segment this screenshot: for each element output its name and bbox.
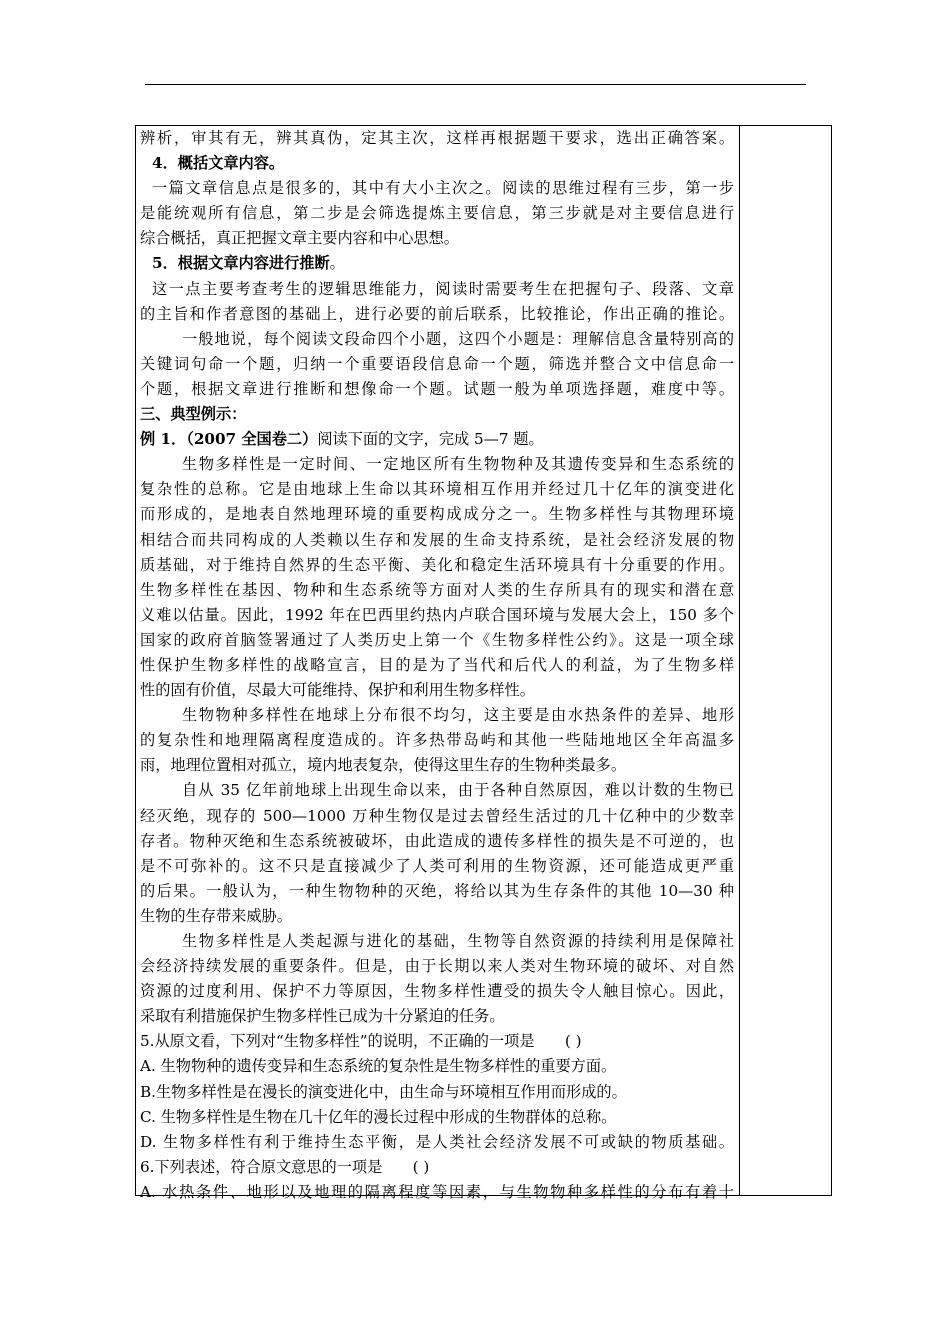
question-option: A. 水热条件、地形以及地理的隔离程度等因素，与生物物种多样性的分布有着十 [140, 1182, 734, 1201]
question-option: B.生物多样性是在漫长的演变进化中，由生命与环境相互作用而形成的。 [140, 1082, 627, 1101]
side-column-divider [739, 126, 740, 1195]
passage-line: 存者。物种灭绝和生态系统被破坏，由此造成的遗传多样性的损失是不可逆的，也 [140, 831, 734, 850]
passage-line: 会经济持续发展的重要条件。但是，由于长期以来人类对生物环境的破坏、对自然 [140, 957, 734, 976]
passage-line: 生物多样性在基因、物种和生态系统等方面对人类的生存所具有的现实和潜在意 [140, 580, 734, 599]
example-instruction: 阅读下面的文字，完成 5—7 题。 [317, 430, 544, 449]
passage-line: 生物的生存带来威胁。 [140, 906, 292, 925]
example-label: 例 1．（2007 全国卷二） [140, 430, 318, 449]
section-heading: 三、典型例示： [140, 405, 247, 424]
passage-line: 生物多样性是人类起源与进化的基础，生物等自然资源的持续利用是保障社 [182, 932, 734, 950]
passage-line: 国家的政府首脑签署通过了人类历史上第一个《生物多样性公约》。这是一项全球 [140, 630, 734, 649]
passage-line: 相结合而共同构成的人类赖以生存和发展的生命支持系统，是社会经济发展的物 [140, 530, 734, 549]
passage-line: 而形成的，是地表自然地理环境的重要构成成分之一。生物多样性与其物理环境 [140, 505, 734, 524]
section-heading: 4．概括文章内容。 [152, 154, 285, 173]
passage-line: 经灭绝，现存的 500—1000 万种生物仅是过去曾经生活过的几十亿种中的少数幸 [140, 806, 734, 825]
text-line: 是能统观所有信息，第二步是会筛选提炼主要信息，第三步就是对主要信息进行 [140, 204, 734, 223]
header-rule [145, 84, 806, 85]
passage-line: 的复杂性和地理隔离程度造成的。许多热带岛屿和其他一些陆地地区全年高温多 [140, 731, 734, 750]
text-line: 的主旨和作者意图的基础上，进行必要的前后联系，比较推论，作出正确的推论。 [140, 304, 734, 323]
passage-line: 义难以估量。因此，1992 年在巴西里约热内卢联合国环境与发展大会上，150 多个 [140, 605, 734, 624]
question-option: C. 生物多样性是生物在几十亿年的漫长过程中形成的生物群体的总称。 [140, 1107, 617, 1126]
passage-line: 采取有利措施保护生物多样性已成为十分紧迫的任务。 [140, 1007, 505, 1026]
text-line: 这一点主要考查考生的逻辑思维能力，阅读时需要考生在把握句子、段落、文章 [152, 279, 734, 298]
passage-line: 资源的过度利用、保护不力等原因，生物多样性遭受的损失令人触目惊心。因此， [140, 982, 734, 1001]
passage-line: 生物多样性是一定时间、一定地区所有生物物种及其遗传变异和生态系统的 [182, 455, 734, 474]
passage-line: 性的固有价值，尽最大可能维持、保护和利用生物多样性。 [140, 681, 535, 700]
section-heading: 5．根据文章内容进行推断 [152, 254, 330, 273]
passage-line: 雨，地理位置相对孤立，境内地表复杂，使得这里生存的生物种类最多。 [140, 756, 626, 775]
question-option: A. 生物物种的遗传变异和生态系统的复杂性是生物多样性的重要方面。 [140, 1057, 617, 1076]
question-option: D. 生物多样性有利于维持生态平衡，是人类社会经济发展不可或缺的物质基础。 [140, 1132, 734, 1151]
heading-period: 。 [329, 254, 345, 273]
passage-line: 性保护生物多样性的战略宣言，目的是为了当代和后代人的利益，为了生物多样 [140, 655, 734, 674]
question-stem: 5.从原文看，下列对“生物多样性”的说明，不正确的一项是 ( ) [140, 1032, 582, 1051]
document-table [135, 125, 832, 1201]
question-stem: 6.下列表述，符合原文意思的一项是 ( ) [140, 1157, 430, 1176]
passage-line: 是不可弥补的。这不只是直接减少了人类可利用的生物资源，还可能造成更严重 [140, 856, 734, 875]
passage-line: 生物物种多样性在地球上分布很不均匀，这主要是由水热条件的差异、地形 [182, 706, 734, 725]
text-line: 一篇文章信息点是很多的，其中有大小主次之。阅读的思维过程有三步，第一步 [152, 179, 734, 198]
text-line: 一般地说，每个阅读文段命四个小题，这四个小题是：理解信息含量特别高的 [182, 329, 734, 348]
passage-line: 的后果。一般认为，一种生物物种的灭绝，将给以其为生存条件的其他 10—30 种 [140, 881, 734, 900]
text-line: 辨析，审其有无，辨其真伪，定其主次，这样再根据题干要求，选出正确答案。 [140, 129, 734, 147]
text-line: 综合概括，真正把握文章主要内容和中心思想。 [140, 229, 459, 248]
main-content-cell [140, 126, 734, 1205]
passage-line: 复杂性的总称。它是由地球上生命以其环境相互作用并经过几十亿年的演变进化 [140, 480, 734, 499]
passage-line: 质基础，对于维持自然界的生态平衡、美化和稳定生活环境具有十分重要的作用。 [140, 555, 734, 574]
passage-line: 自从 35 亿年前地球上出现生命以来，由于各种自然原因，难以计数的生物已 [182, 781, 734, 800]
text-line: 关键词句命一个题，归纳一个重要语段信息命一个题，筛选并整合文中信息命一 [140, 354, 734, 373]
text-line: 个题，根据文章进行推断和想像命一个题。试题一般为单项选择题，难度中等。 [140, 379, 734, 398]
